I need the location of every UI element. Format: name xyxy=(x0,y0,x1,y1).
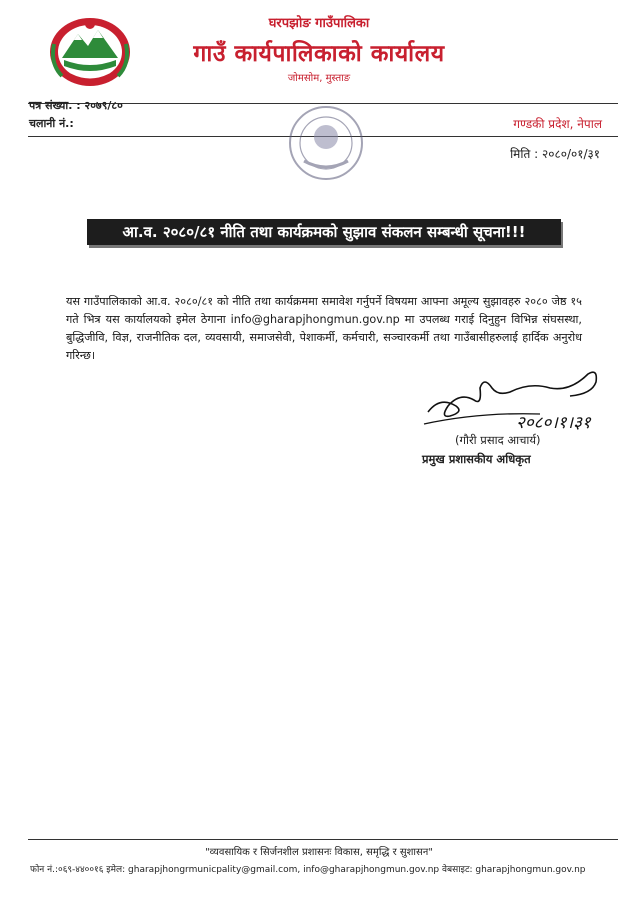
notice-body: यस गाउँपालिकाको आ.व. २०८०/८१ को नीति तथा कार्यक्रममा समावेश गर्नुपर्ने विषयमा आफ्ना अमूल्य सुझावहरु २०८० जेष्ठ १५ गते भित्र यस कार्यालयको इमेल ठेगाना info@gharapjhongmun.gov.np मा उपलब्ध गराई दिनुहुन विभिन्न संघसस्था, बुद्धिजीवि, विज्ञ, राजनीतिक दल, व्यवसायी, समाजसेवी, पेशाकर्मी, कर्मचारी, सञ्चारकर्मी तथा गाउँबासीहरुलाई हार्दिक अनुरोध गरिन्छ। xyxy=(66,295,582,362)
reference-number: पत्र संख्या. : २०७९/८० xyxy=(29,99,123,112)
office-address: जोमसोम, मुस्ताङ xyxy=(287,73,351,84)
office-title: गाउँ कार्यपालिकाको कार्यालय xyxy=(193,41,445,67)
office-seal-icon xyxy=(286,103,366,183)
province-label: गण्डकी प्रदेश, नेपाल xyxy=(513,117,602,131)
signature-date: २०८०।१।३१ xyxy=(516,413,591,432)
signatory-name: (गौरी प्रसाद आचार्य) xyxy=(455,433,541,447)
signature-icon xyxy=(420,366,630,432)
footer-motto: "व्यवसायिक र सिर्जनशील प्रशासनः विकास, समृद्धि र सुशासन" xyxy=(205,847,433,858)
dispatch-number: चलानी नं.: xyxy=(29,117,74,130)
footer-contact: फोन नं.:०६९-४४००१६ इमेल: gharapjhongrmunicpality@gmail.com, info@gharapjhongmun.gov.np वेबसाइट: gharapjhongmun.gov.np xyxy=(30,865,586,875)
notice-headline: आ.व. २०८०/८१ नीति तथा कार्यक्रमको सुझाव संकलन सम्बन्धी सूचना!!! xyxy=(87,219,561,245)
footer-rule xyxy=(28,839,618,840)
signatory-title: प्रमुख प्रशासकीय अधिकृत xyxy=(422,452,531,466)
letter-date: मिति : २०८०/०१/३१ xyxy=(510,147,600,161)
municipality-name: घरपझोङ गाउँपालिका xyxy=(268,16,370,31)
